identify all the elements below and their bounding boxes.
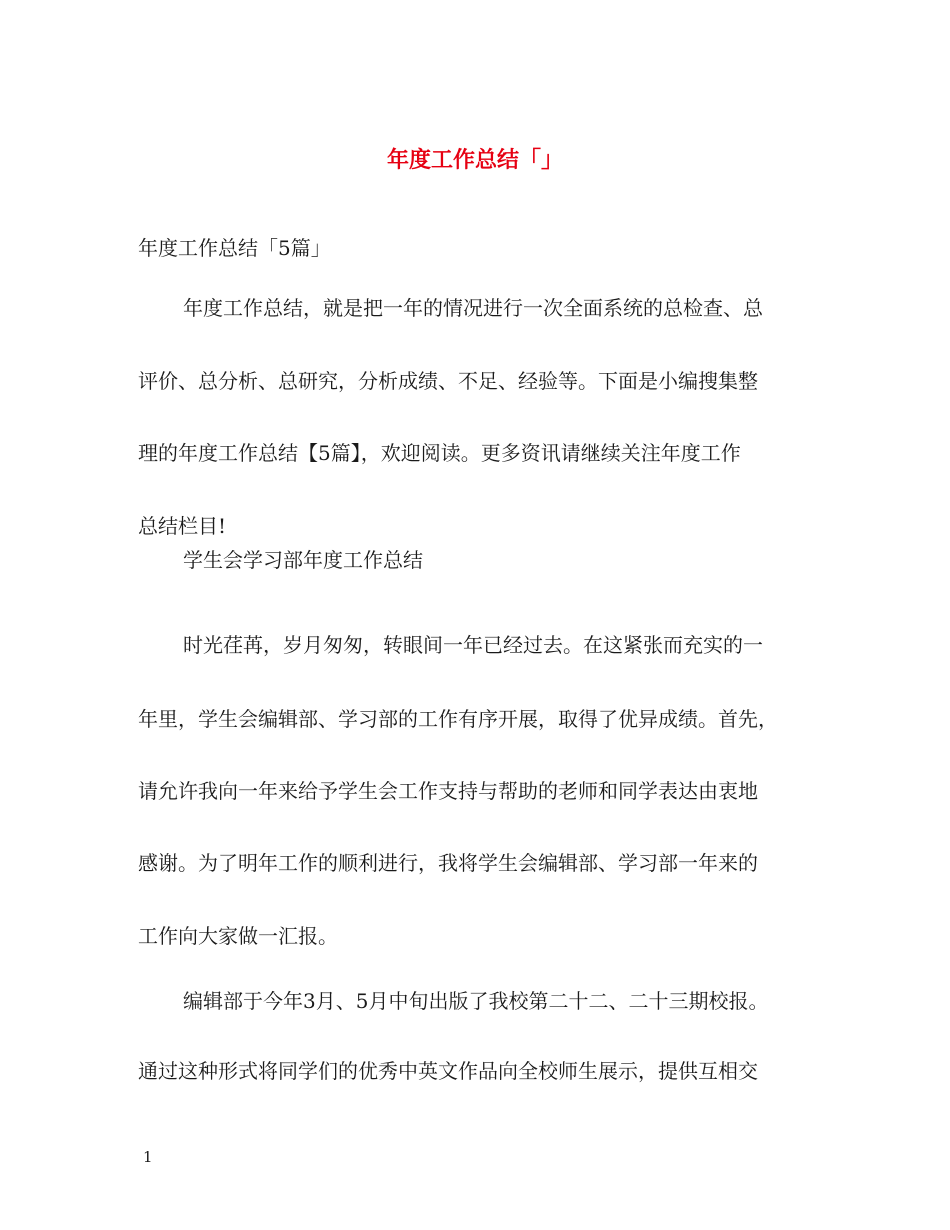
paragraph-line: 感谢。为了明年工作的顺利进行，我将学生会编辑部、学习部一年来的 — [138, 851, 758, 875]
section-heading: 学生会学习部年度工作总结 — [183, 548, 423, 572]
document-title: 年度工作总结「」 — [386, 147, 563, 173]
document-heading: 年度工作总结「5篇」 — [138, 236, 331, 260]
paragraph-line: 请允许我向一年来给予学生会工作支持与帮助的老师和同学表达由衷地 — [138, 779, 758, 803]
paragraph-line: 编辑部于今年3月、5月中旬出版了我校第二十二、二十三期校报。 — [183, 989, 769, 1013]
paragraph-line: 时光荏苒，岁月匆匆，转眼间一年已经过去。在这紧张而充实的一 — [183, 633, 763, 657]
paragraph-line: 理的年度工作总结【5篇】，欢迎阅读。更多资讯请继续关注年度工作 — [138, 441, 741, 465]
paragraph-line: 评价、总分析、总研究，分析成绩、不足、经验等。下面是小编搜集整 — [138, 369, 758, 393]
paragraph-line: 工作向大家做一汇报。 — [138, 924, 338, 948]
paragraph-line: 年度工作总结，就是把一年的情况进行一次全面系统的总检查、总 — [183, 296, 763, 320]
paragraph-line: 年里，学生会编辑部、学习部的工作有序开展，取得了优异成绩。首先， — [138, 707, 778, 731]
paragraph-line: 通过这种形式将同学们的优秀中英文作品向全校师生展示，提供互相交 — [138, 1059, 758, 1083]
paragraph-line: 总结栏目! — [138, 514, 227, 538]
page-number: 1 — [143, 1148, 153, 1166]
